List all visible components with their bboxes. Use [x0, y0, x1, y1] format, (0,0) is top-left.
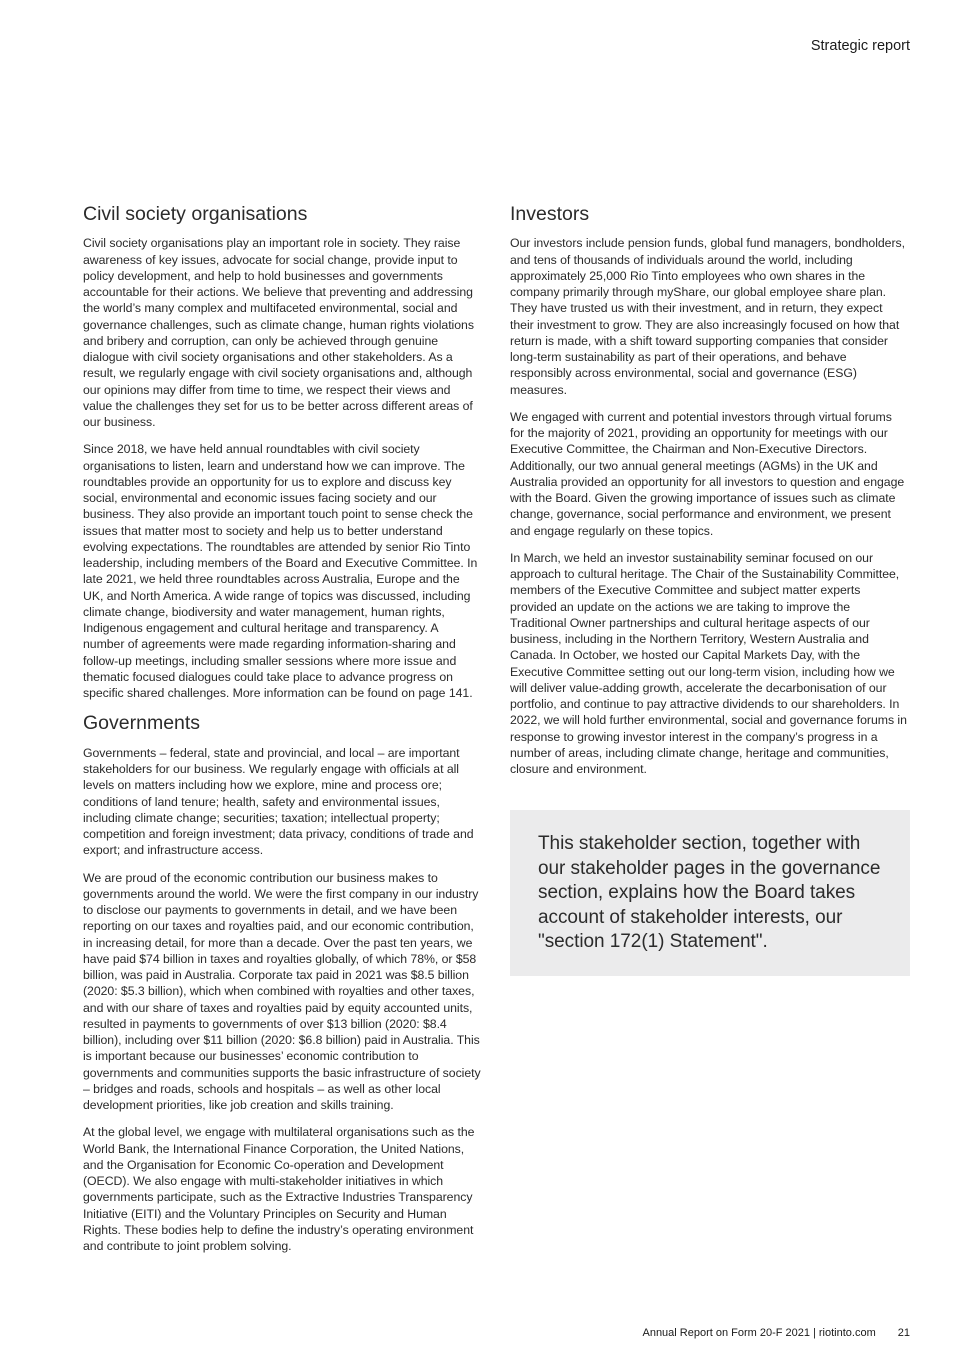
governments-paragraph: Governments – federal, state and provincial, and local – are important stakeholders for our business. We regularly engage with officials at all levels on matters including how we explore, mine and process ore; conditions of land tenure; health, safety and environmental issues, including climate change; securities; taxation; intellectual property; competition and foreign investment; data privacy, conditions of trade and export; and infrastructure access.: [83, 745, 474, 858]
page-number: 21: [897, 1327, 910, 1339]
footer-separator: |: [813, 1327, 816, 1339]
footer-report-title: Annual Report on Form 20-F 2021: [642, 1327, 811, 1339]
governments-paragraph: At the global level, we engage with multilateral organisations such as the World Bank, the International Finance Corporation, the United Nations, and the Organisation for Economic Co-operation and Development (OECD). We also engage with multi-stakeholder initiatives in which governments participate, such as the Extractive Industries Transparency Initiative (EITI) and the Voluntary Principles on Security and Human Rights. These bodies help to define the industry’s operating environment and contribute to joint problem solving.: [83, 1125, 475, 1254]
investors-paragraph: Our investors include pension funds, global fund managers, bondholders, and tens of thousands of individuals around the world, including approximately 25,000 Rio Tinto employees who own shares in the company primarily through myShare, our global employee share plan. They have trusted us with their investment, and in return, they expect their investment to grow. They are also increasingly focused on how that return is made, with a shift toward supporting companies that consider long-term sustainability as part of their operations, and behave responsibly across environmental, social and governance (ESG) measures.: [510, 236, 905, 397]
governments-paragraph: We are proud of the economic contribution our business makes to governments around the world. We were the first company in our industry to disclose our payments to governments in detail, and we have been reporting on our taxes and royalties paid, and our economic contribution, in increasing detail, for more than a decade. Over the past ten years, we have paid $74 billion in taxes and royalties globally, of which 78%, or $58 billion, was paid in Australia. Corporate tax paid in 2021 was $8.5 billion (2020: $5.3 billion), which when combined with royalties and other taxes, and with our share of taxes and royalties paid by equity accounted units, resulted in payments to governments of over $13 billion (2020: $8.4 billion), including over $11 billion (2020: $6.8 billion) paid in Australia. This is important because our businesses’ economic contribution to governments and communities supports the basic infrastructure of society – bridges and roads, schools and hospitals – as well as other local development priorities, like job creation and skills training.: [83, 870, 481, 1113]
civil-society-paragraph: Since 2018, we have held annual roundtables with civil society organisations to listen, learn and understand how we can improve. The roundtables provide an opportunity for us to explore and discuss key social, environmental and economic issues facing society and our business. They also provide an important touch point to sense check the issues that matter most to society and help us to better understand evolving expectations. The roundtables are attended by senior Rio Tinto leadership, including members of the Board and Executive Committee. In late 2021, we held three roundtables across Australia, Europe and the UK, and North America. A wide range of topics was discussed, including climate change, biodiversity and water management, human rights, Indigenous engagement and cultural heritage and transparency. A number of agreements were made regarding information-sharing and follow-up meetings, including smaller sessions where more issue and thematic focused dialogues could take place to advance progress on specific shared challenges. More information can be found on page 141.: [83, 442, 478, 701]
governments-heading: Governments: [83, 712, 201, 735]
civil-society-paragraph: Civil society organisations play an important role in society. They raise awareness of key issues, advocate for social change, provide input to policy development, and help to hold businesses and governments accountable for their actions. We believe that preventing and addressing the world’s many complex and multifaceted environmental, social and governance challenges, such as climate change, human rights violations and bribery and corruption, can only be achieved through genuine dialogue with civil society organisations and other stakeholders. As a result, we regularly engage with civil society organisations and, although our opinions may differ from time to time, we respect their views and value the challenges they set for us to be better across different areas of our business.: [83, 236, 474, 430]
investors-paragraph: In March, we held an investor sustainability seminar focused on our approach to cultural heritage. The Chair of the Sustainability Committee, members of the Executive Committee and subject matter experts provided an update on the actions we are taking to improve the Traditional Owner partnerships and cultural heritage aspects of our business, including in the Northern Territory, Western Australia and Canada. In October, we hosted our Capital Markets Day, with the Executive Committee setting out our long-term vision, including how we will deliver value-adding growth, accelerate the decarbonisation of our portfolio, and continue to pay attractive dividends to our shareholders. In 2022, we will hold further environmental, social and governance forums in response to growing investor interest in the company’s progress in a number of areas, including climate change, heritage and communities, closure and environment.: [510, 550, 907, 777]
page-footer: [642, 1327, 910, 1339]
callout-text: This stakeholder section, together with our stakeholder pages in the governance section, explains how the Board takes account of stakeholder interests, our "section 172(1) Statement".: [538, 833, 881, 952]
right-column: [510, 203, 908, 788]
investors-paragraph: We engaged with current and potential investors through virtual forums for the majority of 2021, providing an opportunity for meetings with our Executive Committee, the Chairman and Non-Executive Directors. Additionally, our two annual general meetings (AGMs) in the UK and Australia provided an opportunity for all investors to question and engage with the Board. Given the growing importance of issues such as climate change, governance, social performance and environment, we present and engage regularly on these topics.: [510, 409, 905, 538]
section-172-callout: [510, 810, 910, 976]
civil-society-heading: Civil society organisations: [83, 203, 308, 225]
investors-heading: Investors: [510, 203, 590, 225]
footer-website-link[interactable]: riotinto.com: [818, 1327, 876, 1339]
left-column: [83, 203, 481, 1265]
section-title: Strategic report: [810, 38, 910, 54]
